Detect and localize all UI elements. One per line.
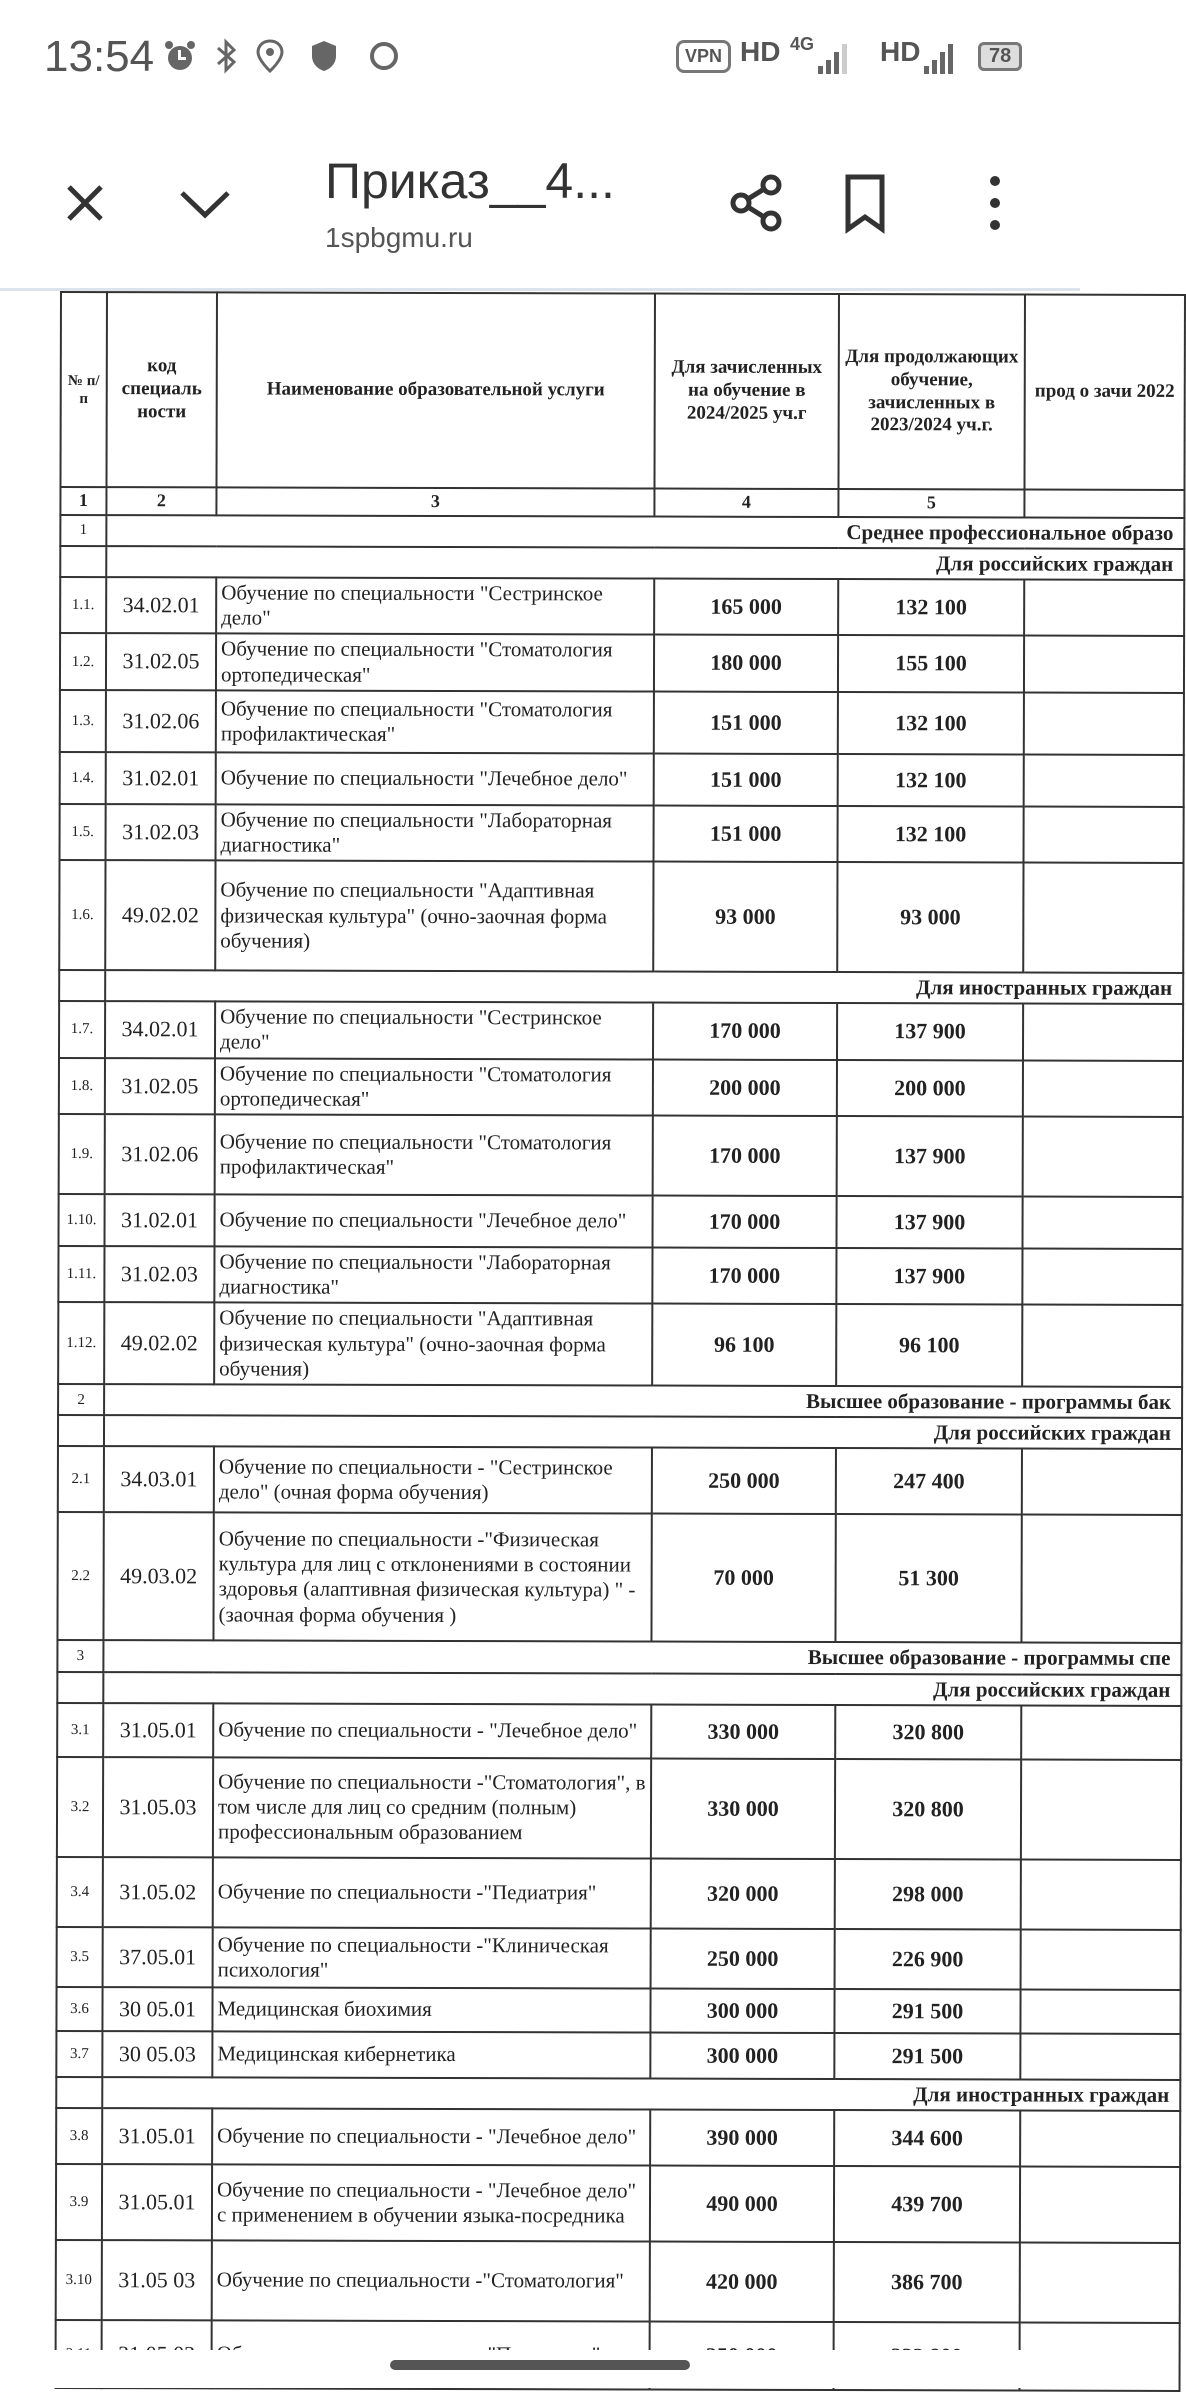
- row-price-2024: 151 000: [654, 805, 838, 862]
- row-number: 3.7: [56, 2031, 102, 2077]
- row-number: 1.11.: [58, 1246, 104, 1302]
- row-price-2024: 490 000: [650, 2165, 834, 2241]
- row-service-name: Обучение по специальности "Адаптивная физическая культура" (очно-заочная форма обучения): [215, 861, 653, 972]
- row-price-2024: 165 000: [654, 579, 838, 636]
- row-price-2023: 137 900: [837, 1116, 1023, 1196]
- row-code: 30 05.03: [102, 2031, 212, 2077]
- section-title: Для российских граждан: [106, 546, 1184, 580]
- row-number: 3.5: [57, 1927, 103, 1987]
- section-number: [58, 1415, 104, 1446]
- row-code: 31.02.01: [106, 752, 216, 804]
- row-price-2023: 247 400: [836, 1448, 1022, 1514]
- row-price-2023: 137 900: [836, 1248, 1022, 1305]
- row-price-2023: 96 100: [836, 1304, 1022, 1386]
- row-service-name: Обучение по специальности "Адаптивная физическая культура" (очно-заочная форма обучения): [214, 1303, 652, 1386]
- row-price-2023: 132 100: [838, 579, 1024, 636]
- close-icon: [61, 179, 109, 227]
- row-price-2023: 344 600: [834, 2110, 1020, 2166]
- table-header-row: [60, 292, 1185, 490]
- row-code: 31.02.06: [106, 690, 216, 752]
- table-row: [59, 860, 1183, 973]
- row-number: 3.6: [56, 1987, 102, 2031]
- bookmark-button[interactable]: [820, 158, 910, 248]
- row-price-2024: 170 000: [652, 1248, 836, 1305]
- row-code: 34.02.01: [106, 577, 216, 634]
- row-number: 3.4: [57, 1857, 103, 1927]
- table-row: [56, 2031, 1180, 2080]
- header-2022: прод о зачи 2022: [1024, 295, 1185, 490]
- section-row: [60, 515, 1184, 549]
- more-options-button[interactable]: [950, 158, 1040, 248]
- header-2023: Для продолжающих обучение, зачисленных в 2023/2024 уч.г.: [838, 294, 1025, 489]
- row-service-name: Обучение по специальности - "Сестринское дело" (очная форма обучения): [214, 1447, 652, 1514]
- row-code: 31.02.03: [104, 1246, 214, 1303]
- row-number: 1.1.: [60, 577, 106, 633]
- row-price-2022: [1024, 579, 1184, 636]
- table-row: [60, 633, 1184, 692]
- section-row: [60, 546, 1184, 580]
- row-service-name: Медицинская кибернетика: [212, 2031, 650, 2078]
- gesture-bar: [0, 2350, 1080, 2388]
- section-title: Для иностранных граждан: [102, 2077, 1180, 2111]
- table-row: [59, 1114, 1183, 1197]
- row-price-2022: [1020, 2242, 1180, 2322]
- row-service-name: Обучение по специальности "Сестринское дело": [216, 577, 654, 635]
- row-service-name: Обучение по специальности "Стоматология профилактическая": [216, 690, 654, 753]
- section-row: [59, 970, 1183, 1004]
- section-number: [56, 2077, 102, 2108]
- row-price-2022: [1020, 2033, 1180, 2079]
- chevron-down-icon: [178, 179, 232, 227]
- page-url: 1spbgmu.ru: [325, 222, 473, 253]
- row-price-2023: 200 000: [837, 1060, 1023, 1117]
- section-title: Для российских граждан: [104, 1415, 1182, 1449]
- table-row: [57, 1927, 1181, 1990]
- row-code: 31.05 03: [102, 2240, 212, 2320]
- row-service-name: Обучение по специальности -"Стоматология", в том числе для лиц со средним (полным) профессиональным образованием: [213, 1757, 651, 1858]
- table-row: [56, 2108, 1180, 2167]
- row-price-2022: [1021, 1859, 1181, 1929]
- row-code: 49.03.02: [103, 1512, 213, 1640]
- table-row: [58, 1194, 1182, 1249]
- row-number: 1.3.: [60, 690, 106, 752]
- colnum: 1: [60, 487, 106, 515]
- header-service: Наименование образовательной услуги: [216, 292, 655, 488]
- hd-label-2: HD: [880, 36, 921, 67]
- row-price-2022: [1020, 2110, 1180, 2166]
- row-code: 31.05.01: [102, 2164, 212, 2240]
- row-number: 1.12.: [58, 1302, 104, 1384]
- document-viewer[interactable]: [0, 291, 1175, 2351]
- status-bar: [0, 0, 1080, 120]
- row-service-name: Обучение по специальности -"Стоматология": [212, 2240, 650, 2321]
- table-row: [58, 1446, 1182, 1515]
- row-number: 3.9: [56, 2164, 102, 2240]
- row-number: 1.10.: [58, 1194, 104, 1246]
- row-code: 34.03.01: [104, 1446, 214, 1512]
- table-row: [57, 1512, 1181, 1643]
- table-row: [58, 1246, 1182, 1305]
- table-row: [58, 1302, 1182, 1387]
- colnum: 2: [106, 487, 216, 515]
- signal-icon-2: [922, 40, 958, 76]
- table-row: [57, 1857, 1181, 1930]
- row-code: 49.02.02: [105, 860, 215, 970]
- row-price-2022: [1020, 1989, 1180, 2033]
- row-code: 34.02.01: [105, 1001, 215, 1058]
- row-service-name: Обучение по специальности "Лечебное дело": [216, 752, 654, 805]
- colnum: 3: [216, 487, 654, 516]
- row-price-2022: [1023, 1117, 1183, 1197]
- row-price-2023: 137 900: [837, 1003, 1023, 1060]
- row-service-name: Обучение по специальности "Стоматология ортопедическая": [216, 634, 654, 692]
- row-number: 1.4.: [60, 752, 106, 804]
- signal-icon: [816, 40, 852, 76]
- row-number: 3.1: [57, 1703, 103, 1757]
- row-price-2022: [1024, 806, 1184, 863]
- section-title: Среднее профессиональное образо: [106, 515, 1184, 549]
- section-row: [57, 1640, 1181, 1674]
- status-time: 13:54: [44, 32, 155, 81]
- section-row: [57, 1672, 1181, 1706]
- more-vert-icon: [985, 173, 1005, 233]
- table-row: [56, 1987, 1180, 2034]
- row-service-name: Обучение по специальности - "Лечебное дело" с применением в обучении языка-посредника: [212, 2164, 650, 2241]
- row-service-name: Обучение по специальности "Лабораторная диагностика": [214, 1246, 652, 1304]
- table-row: [60, 752, 1184, 807]
- colnum: 5: [838, 489, 1024, 517]
- colnum: 4: [654, 489, 838, 517]
- row-price-2022: [1023, 1004, 1183, 1061]
- row-code: 30 05.01: [102, 1987, 212, 2031]
- vpn-badge: VPN: [676, 40, 731, 73]
- row-price-2022: [1022, 1305, 1182, 1387]
- row-code: 31.05.02: [103, 1857, 213, 1927]
- row-price-2024: 200 000: [653, 1059, 837, 1116]
- share-button[interactable]: [712, 158, 802, 248]
- row-price-2022: [1021, 1759, 1181, 1859]
- row-number: 1.9.: [59, 1114, 105, 1194]
- row-price-2023: 291 500: [834, 1989, 1020, 2033]
- section-number: [57, 1672, 103, 1703]
- section-row: [58, 1415, 1182, 1449]
- header-2024: Для зачисленных на обучение в 2024/2025 уч.г: [654, 294, 839, 489]
- row-price-2023: 298 000: [835, 1859, 1021, 1929]
- row-price-2022: [1024, 754, 1184, 806]
- row-number: 1.7.: [59, 1001, 105, 1057]
- row-code: 31.02.01: [104, 1194, 214, 1246]
- row-service-name: Обучение по специальности - "Лечебное дело": [212, 2108, 650, 2165]
- row-price-2023: 93 000: [837, 862, 1023, 972]
- location-icon: [252, 38, 288, 74]
- row-price-2022: [1021, 1705, 1181, 1759]
- row-price-2024: 170 000: [652, 1196, 836, 1248]
- row-code: 31.05.03: [103, 1757, 213, 1857]
- row-price-2024: 151 000: [654, 691, 838, 753]
- row-service-name: Обучение по специальности -"Физическая культура для лиц с отклонениями в состоянии здоровья (алаптивная физическая культура) " - (заочная форма обучения ): [213, 1513, 651, 1642]
- table-row: [60, 690, 1184, 755]
- row-price-2024: 170 000: [653, 1003, 837, 1060]
- gesture-handle[interactable]: [390, 2360, 690, 2370]
- row-price-2024: 70 000: [651, 1514, 835, 1642]
- row-number: 3.10: [56, 2240, 102, 2320]
- table-row: [56, 2164, 1180, 2243]
- row-price-2023: 386 700: [834, 2242, 1020, 2322]
- row-price-2023: 137 900: [836, 1196, 1022, 1248]
- row-price-2023: 132 100: [838, 754, 1024, 806]
- row-price-2024: 330 000: [651, 1758, 835, 1858]
- row-service-name: Обучение по специальности "Стоматология профилактическая": [215, 1114, 653, 1195]
- colnum: [1024, 490, 1184, 518]
- section-title: Высшее образование - программы спе: [103, 1640, 1181, 1674]
- row-price-2023: 320 800: [835, 1759, 1021, 1859]
- row-service-name: Обучение по специальности "Стоматология ортопедическая": [215, 1058, 653, 1116]
- table-row: [57, 1757, 1181, 1860]
- row-price-2024: 151 000: [654, 753, 838, 805]
- row-price-2024: 300 000: [650, 2032, 834, 2078]
- shield-icon: [306, 38, 342, 74]
- section-row: [56, 2077, 1180, 2111]
- alarm-icon: [162, 38, 198, 74]
- row-price-2022: [1022, 1197, 1182, 1249]
- row-price-2024: 330 000: [651, 1704, 835, 1758]
- row-number: 3.8: [56, 2108, 102, 2164]
- network-type: 4G: [790, 34, 815, 54]
- row-number: 1.8.: [59, 1058, 105, 1114]
- section-title: Для иностранных граждан: [105, 970, 1183, 1004]
- row-price-2022: [1021, 1515, 1181, 1643]
- collapse-button[interactable]: [160, 158, 250, 248]
- row-price-2023: 132 100: [838, 692, 1024, 754]
- row-code: 31.02.03: [106, 804, 216, 861]
- row-code: 31.02.06: [105, 1114, 215, 1194]
- row-code: 49.02.02: [104, 1303, 214, 1385]
- close-button[interactable]: [40, 158, 130, 248]
- section-number: [60, 546, 106, 577]
- row-code: 31.02.05: [106, 633, 216, 690]
- row-price-2024: 390 000: [650, 2109, 834, 2165]
- row-price-2023: 51 300: [835, 1514, 1021, 1642]
- section-title: Высшее образование - программы бак: [104, 1384, 1182, 1418]
- row-price-2023: 226 900: [835, 1929, 1021, 1989]
- row-price-2024: 420 000: [650, 2241, 834, 2321]
- column-numbers-row: [60, 487, 1184, 518]
- section-number: 3: [57, 1640, 103, 1671]
- row-price-2022: [1021, 1929, 1181, 1989]
- row-number: 3.2: [57, 1757, 103, 1857]
- row-price-2024: 250 000: [652, 1448, 836, 1514]
- row-number: 1.6.: [59, 860, 105, 970]
- row-price-2022: [1023, 1060, 1183, 1117]
- row-price-2023: 320 800: [835, 1705, 1021, 1759]
- row-price-2024: 93 000: [653, 862, 837, 972]
- record-icon: [366, 38, 402, 74]
- row-price-2024: 320 000: [651, 1858, 835, 1928]
- row-price-2024: 170 000: [653, 1116, 837, 1196]
- section-number: [59, 970, 105, 1001]
- row-price-2023: 439 700: [834, 2166, 1020, 2242]
- row-price-2024: 300 000: [650, 1988, 834, 2032]
- header-code: код специаль ности: [106, 292, 217, 487]
- table-row: [56, 2240, 1180, 2323]
- share-icon: [727, 173, 787, 233]
- row-price-2022: [1024, 636, 1184, 693]
- row-service-name: Обучение по специальности -"Клиническая психология": [213, 1927, 651, 1988]
- row-number: 1.2.: [60, 633, 106, 689]
- row-service-name: Обучение по специальности - "Лечебное дело": [213, 1703, 651, 1758]
- row-service-name: Обучение по специальности "Сестринское дело": [215, 1002, 653, 1060]
- bookmark-icon: [840, 173, 890, 233]
- row-code: 37.05.01: [103, 1927, 213, 1987]
- battery-indicator: 78: [978, 42, 1022, 71]
- row-code: 31.05.01: [102, 2108, 212, 2164]
- bluetooth-icon: [208, 38, 244, 74]
- row-price-2024: 180 000: [654, 635, 838, 692]
- header-num: № п/п: [60, 292, 107, 487]
- row-code: 31.02.05: [105, 1058, 215, 1115]
- table-row: [60, 804, 1184, 863]
- row-price-2022: [1020, 2166, 1180, 2242]
- row-service-name: Обучение по специальности "Лабораторная диагностика": [216, 804, 654, 862]
- page-title: Приказ__4...: [325, 153, 615, 209]
- row-price-2022: [1022, 1449, 1182, 1515]
- row-service-name: Обучение по специальности "Лечебное дело": [214, 1194, 652, 1247]
- row-price-2023: 132 100: [838, 806, 1024, 863]
- row-number: 2.1: [58, 1446, 104, 1512]
- row-price-2023: 155 100: [838, 635, 1024, 692]
- row-price-2023: 291 500: [834, 2033, 1020, 2079]
- section-number: 2: [58, 1384, 104, 1415]
- row-service-name: Обучение по специальности -"Педиатрия": [213, 1857, 651, 1928]
- section-row: [58, 1384, 1182, 1418]
- table-row: [59, 1058, 1183, 1117]
- price-table: [55, 291, 1186, 2392]
- row-service-name: Медицинская биохимия: [212, 1987, 650, 2032]
- row-price-2022: [1023, 863, 1183, 973]
- section-title: Для российских граждан: [103, 1672, 1181, 1706]
- row-price-2024: 250 000: [651, 1928, 835, 1988]
- row-code: 31.05.01: [103, 1703, 213, 1757]
- row-price-2024: 96 100: [652, 1304, 836, 1386]
- table-row: [59, 1001, 1183, 1060]
- row-price-2022: [1024, 692, 1184, 754]
- row-number: 2.2: [57, 1512, 103, 1640]
- table-row: [60, 577, 1184, 636]
- hd-label: HD: [740, 36, 781, 67]
- row-number: 1.5.: [60, 804, 106, 860]
- section-number: 1: [60, 515, 106, 546]
- row-price-2022: [1022, 1249, 1182, 1306]
- table-row: [57, 1703, 1181, 1760]
